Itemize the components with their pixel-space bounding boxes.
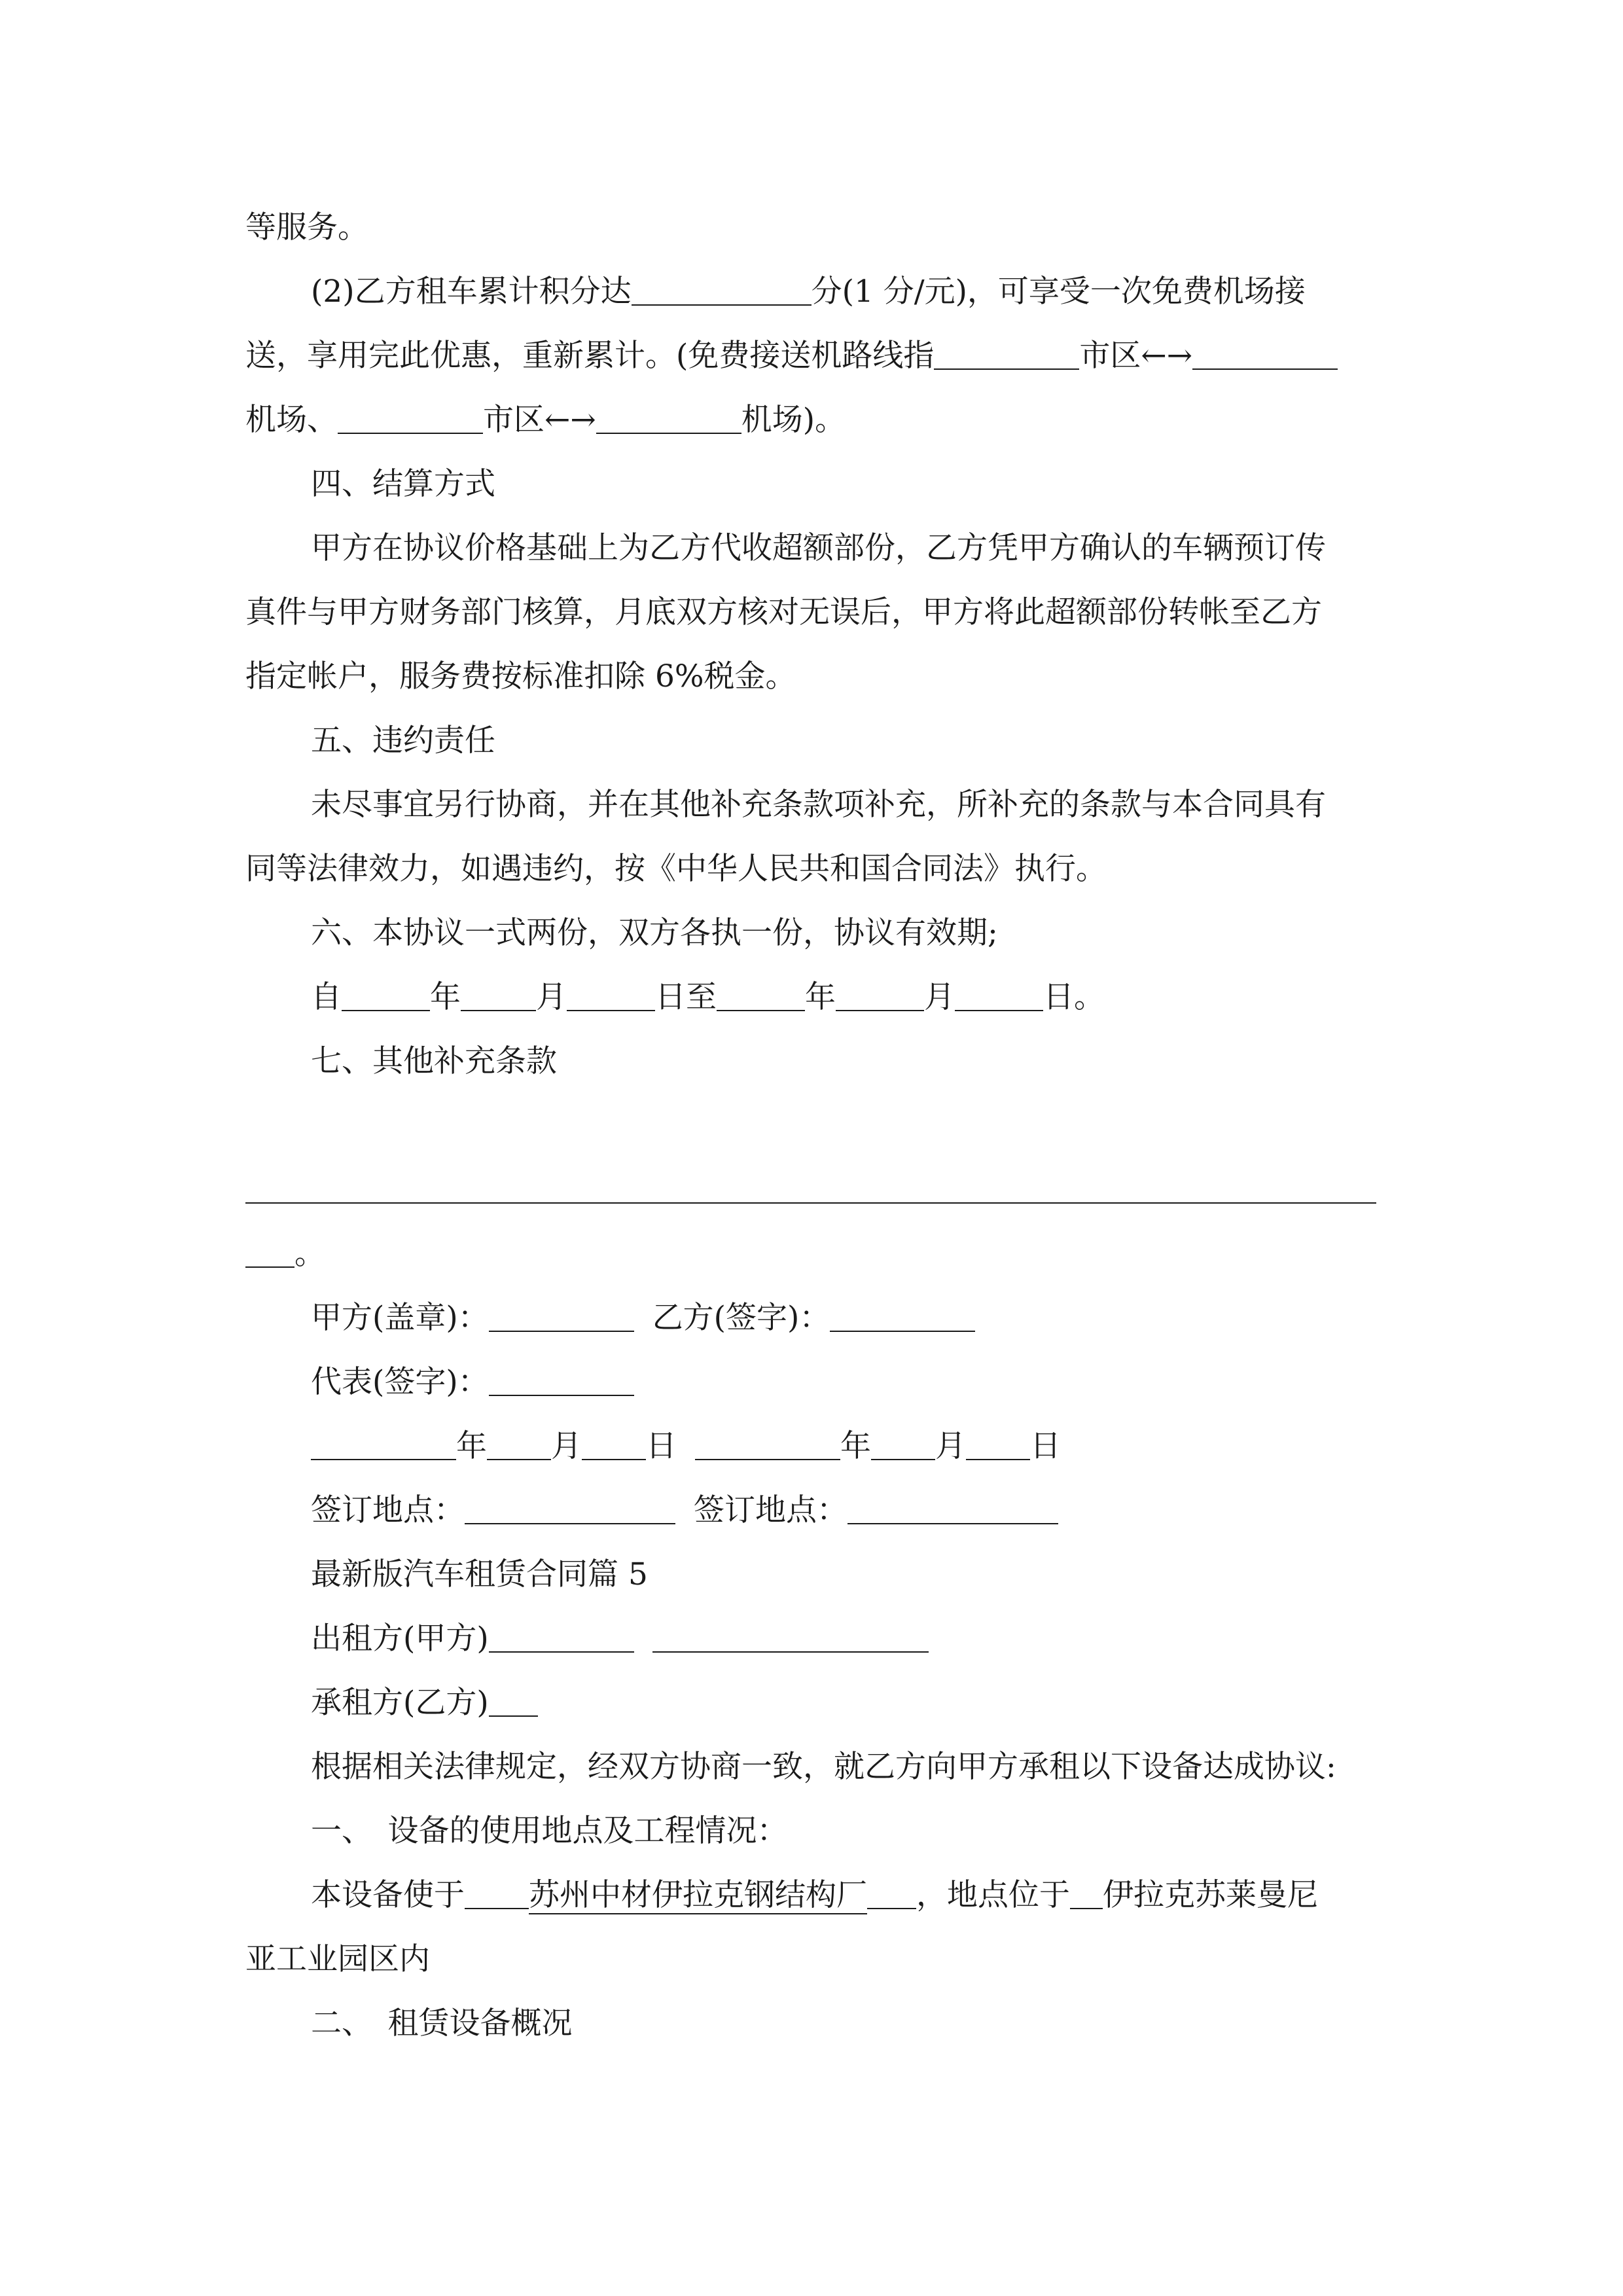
blank-line xyxy=(596,405,741,434)
text: 等服务。 xyxy=(245,209,368,245)
signature-date-line xyxy=(311,1427,1378,1466)
blank-line xyxy=(465,1880,529,1909)
text: 日 xyxy=(646,1428,677,1464)
text: 年 xyxy=(430,979,461,1015)
text: 亚工业园区内 xyxy=(245,1941,430,1977)
blank-line xyxy=(695,1431,840,1460)
text: 四、结算方式 xyxy=(311,466,495,502)
section-heading xyxy=(311,2004,1378,2043)
blank-line xyxy=(342,982,430,1011)
text: 本设备使于 xyxy=(311,1877,465,1913)
blank-line xyxy=(582,1431,646,1460)
text: 年 xyxy=(840,1428,871,1464)
text: 未尽事宜另行协商，并在其他补充条款项补充，所补充的条款与本合同具有 xyxy=(311,787,1326,823)
text: 自 xyxy=(311,979,342,1015)
blank-line xyxy=(830,1303,975,1332)
blank-line xyxy=(836,982,924,1011)
text: 甲方(盖章)： xyxy=(311,1300,489,1336)
text: 日。 xyxy=(1043,979,1105,1015)
text: 月 xyxy=(935,1428,966,1464)
blank-line xyxy=(465,1496,675,1524)
text-line xyxy=(245,208,1378,247)
text: 承租方(乙方) xyxy=(311,1685,489,1721)
text: 市区←→ xyxy=(483,402,596,438)
section-heading xyxy=(311,914,1378,953)
route-line xyxy=(245,401,1378,440)
text: (2)乙方租车累计积分达 xyxy=(311,274,632,310)
text: 日至 xyxy=(655,979,717,1015)
blank-line xyxy=(955,982,1043,1011)
validity-period-line xyxy=(311,978,1378,1017)
section-heading xyxy=(311,721,1378,761)
contract-title xyxy=(311,1555,1378,1594)
text: 出租方(甲方) xyxy=(311,1621,489,1657)
paragraph-line xyxy=(245,1940,1378,1979)
blank-line xyxy=(1070,1880,1103,1909)
blank-line xyxy=(717,982,805,1011)
text: 甲方在协议价格基础上为乙方代收超额部份，乙方凭甲方确认的车辆预订传 xyxy=(311,530,1326,566)
blank-line xyxy=(867,1880,916,1909)
paragraph-line xyxy=(311,1748,1378,1787)
text: 月 xyxy=(551,1428,582,1464)
text: 五、违约责任 xyxy=(311,723,495,759)
text: 最新版汽车租赁合同篇 5 xyxy=(311,1556,648,1592)
paragraph-line xyxy=(245,593,1378,632)
text: 。 xyxy=(294,1236,325,1272)
signing-place-line xyxy=(311,1491,1378,1530)
text: 市区←→ xyxy=(1079,338,1193,374)
blank-line xyxy=(245,1239,294,1268)
blank-line xyxy=(632,277,812,306)
paragraph-line xyxy=(311,785,1378,825)
section-heading xyxy=(311,1042,1378,1081)
signature-line xyxy=(311,1363,1378,1402)
lessor-line xyxy=(311,1619,1378,1659)
text: 根据相关法律规定，经双方协商一致，就乙方向甲方承租以下设备达成协议: xyxy=(311,1749,1336,1785)
blank-line xyxy=(489,1688,538,1717)
blank-line xyxy=(871,1431,935,1460)
blank-line xyxy=(487,1431,551,1460)
route-line xyxy=(245,336,1378,376)
signature-line xyxy=(311,1299,1378,1338)
text: 乙方(签字)： xyxy=(652,1300,830,1336)
text: 日 xyxy=(1030,1428,1061,1464)
text: 七、其他补充条款 xyxy=(311,1043,557,1079)
text: 年 xyxy=(456,1428,487,1464)
section-heading xyxy=(311,465,1378,504)
blank-line xyxy=(338,405,483,434)
blank-line xyxy=(489,1624,634,1653)
text-line xyxy=(245,1234,1378,1274)
filled-blank: 伊拉克苏莱曼尼 xyxy=(1103,1877,1318,1913)
text: 一、 设备的使用地点及工程情况： xyxy=(311,1813,788,1849)
blank-line xyxy=(489,1367,634,1396)
text: 代表(签字)： xyxy=(311,1364,489,1400)
paragraph-line xyxy=(245,850,1378,889)
usage-location-line xyxy=(311,1876,1378,1915)
blank-line xyxy=(934,341,1079,370)
long-blank-line xyxy=(245,1202,1376,1204)
text: 真件与甲方财务部门核算，月底双方核对无误后，甲方将此超额部份转帐至乙方 xyxy=(245,594,1322,630)
text: ，地点位于 xyxy=(916,1877,1070,1913)
blank-line xyxy=(966,1431,1030,1460)
text: 机场、 xyxy=(245,402,338,438)
blank-line xyxy=(1192,341,1338,370)
text: 二、 租赁设备概况 xyxy=(311,2005,573,2041)
section-heading xyxy=(311,1812,1378,1851)
text: 签订地点： xyxy=(311,1492,465,1528)
lessee-line xyxy=(311,1683,1378,1723)
blank-line xyxy=(461,982,536,1011)
blank-line xyxy=(311,1431,456,1460)
text: 分(1 分/元)，可享受一次免费机场接 xyxy=(811,274,1306,310)
text: 同等法律效力，如遇违约，按《中华人民共和国合同法》执行。 xyxy=(245,851,1107,887)
points-clause-line xyxy=(311,272,1378,312)
text: 送，享用完此优惠，重新累计。(免费接送机路线指 xyxy=(245,338,935,374)
paragraph-line xyxy=(245,657,1378,696)
blank-line xyxy=(847,1496,1058,1524)
text: 月 xyxy=(924,979,955,1015)
text: 年 xyxy=(805,979,836,1015)
blank-line xyxy=(489,1303,634,1332)
filled-blank: 苏州中材伊拉克钢结构厂 xyxy=(529,1877,867,1913)
blank-line xyxy=(567,982,655,1011)
text: 指定帐户，服务费按标准扣除 6%税金。 xyxy=(245,658,796,694)
text: 月 xyxy=(536,979,567,1015)
paragraph-line xyxy=(311,529,1378,568)
text: 六、本协议一式两份，双方各执一份，协议有效期; xyxy=(311,915,998,951)
blank-line xyxy=(652,1624,929,1653)
text: 签订地点： xyxy=(694,1492,847,1528)
text: 机场)。 xyxy=(741,402,846,438)
